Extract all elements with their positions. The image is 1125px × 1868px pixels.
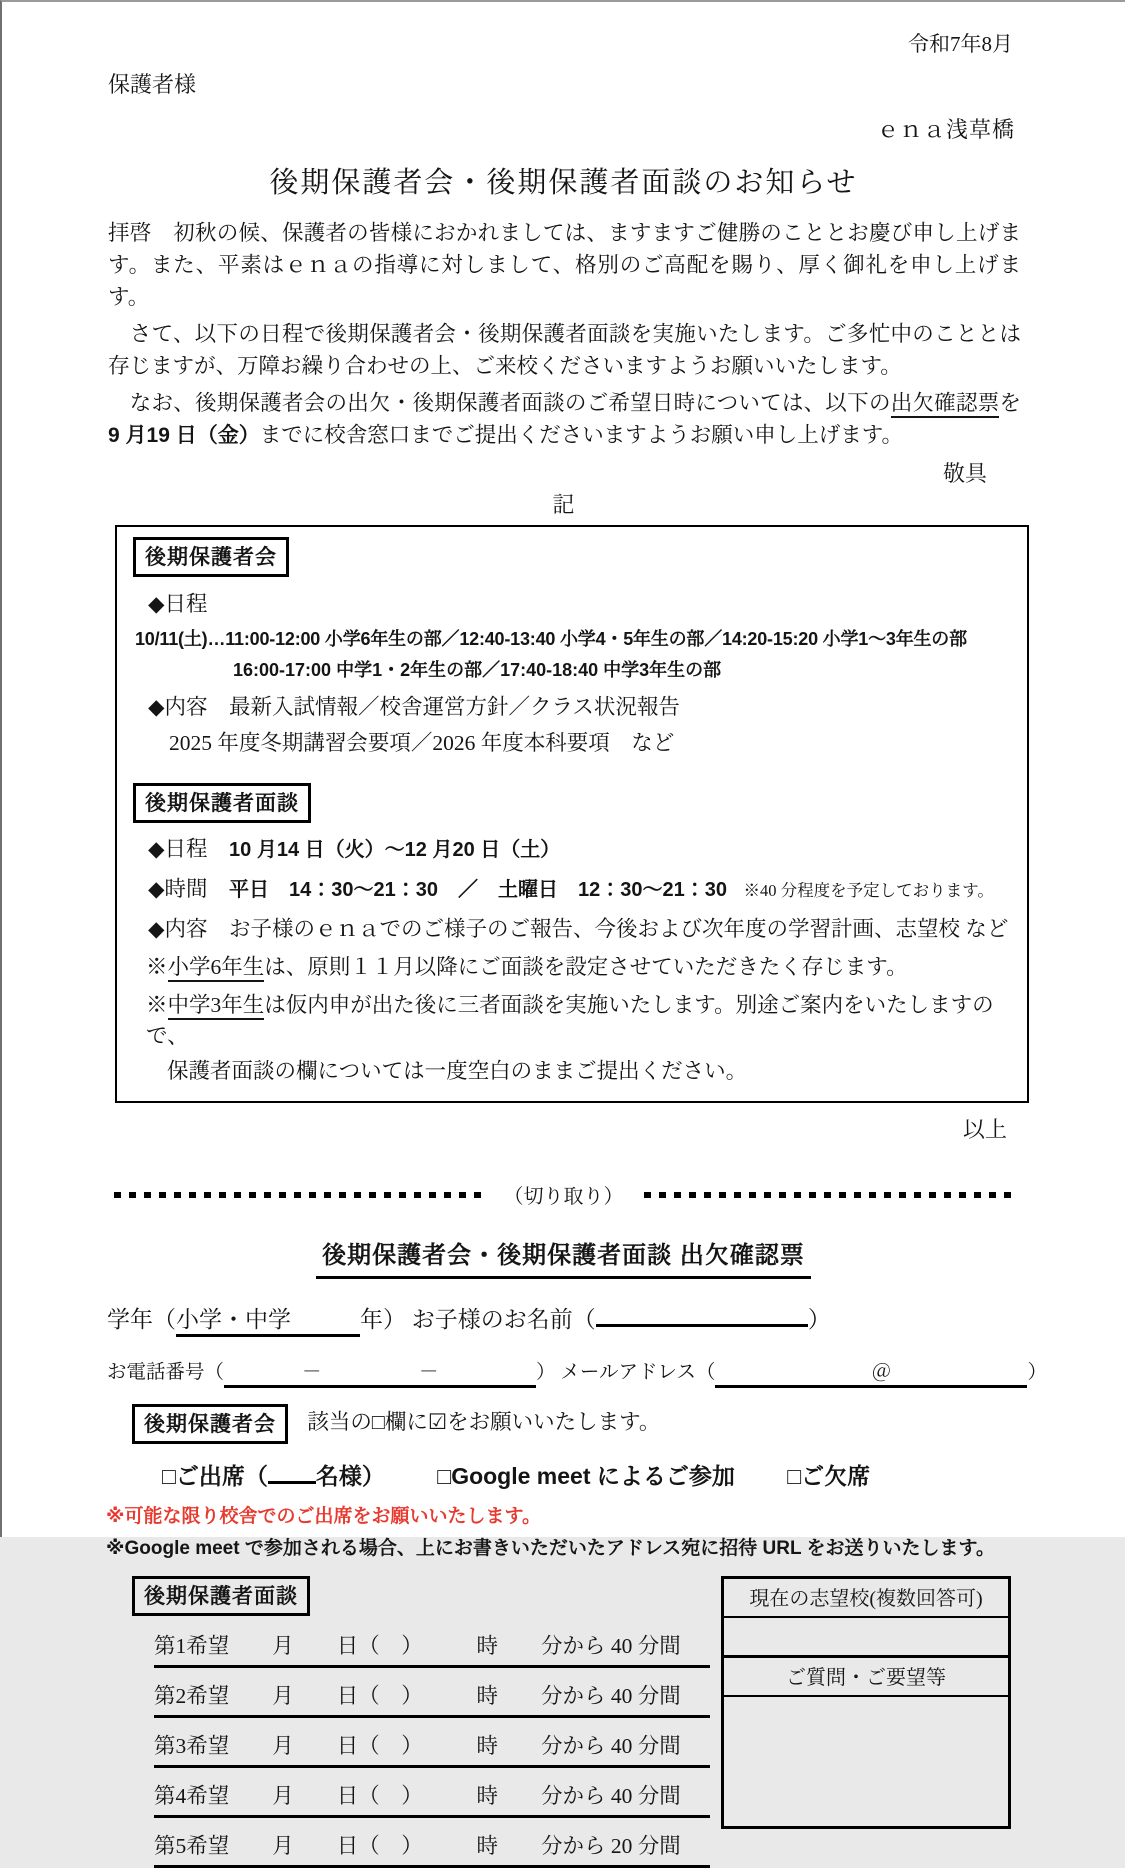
- issue-date: 令和7年8月: [908, 32, 1013, 56]
- closing-ijou: 以上: [962, 1117, 1007, 1142]
- box-spacer: [133, 757, 1015, 783]
- questions-requests-blank-area: [724, 1697, 1008, 1826]
- cut-dashes-right: [644, 1192, 1014, 1198]
- interview-wish-section: [132, 1576, 710, 1868]
- ki-marker: 記: [552, 492, 575, 517]
- salutation: 保護者様: [108, 72, 197, 97]
- cut-here-label: （切り取り）: [503, 1186, 624, 1208]
- interview-schedule-dates: 10 月14 日（火）～12 月20 日（土）: [229, 839, 561, 861]
- phone-number-blank: － －: [224, 1362, 536, 1388]
- paragraph-announcement: さて、以下の日程で後期保護者会・後期保護者面談を実施いたします。ご多忙中のこととは存じますが、万障お繰り合わせの上、ご来校くださいますようお願いいたします。: [108, 322, 1021, 378]
- letter-body: [108, 217, 1021, 452]
- meeting-schedule-line2: 16:00-17:00 中学1・2年生の部／17:40-18:40 中学3年生の部: [233, 660, 722, 680]
- grade-and-name-row: 学年（小学・中学 年） お子様のお名前（ ）: [107, 1301, 1125, 1334]
- interview-wish-rows: [132, 1618, 710, 1868]
- sender-school-name: ｅｎａ浅草橋: [876, 117, 1015, 142]
- interview-schedule-line: ◆日程 10 月14 日（火）～12 月20 日（土）: [148, 837, 561, 861]
- interview-note-continuation: 保護者面談の欄については一度空白のままご提出ください。: [167, 1059, 748, 1083]
- interview-content-line: ◆内容 お子様のｅｎａでのご様子のご報告、今後および次年度の学習計画、志望校 など: [148, 917, 1009, 941]
- wish-row-4: [132, 1768, 710, 1818]
- wish-row-3: [132, 1718, 710, 1768]
- closing-keigu: 敬具: [942, 461, 987, 486]
- checkbox-instruction: 該当の□欄に☑をお願いいたします。: [307, 1409, 661, 1434]
- meeting-section-label: 後期保護者会: [133, 537, 289, 577]
- email-blank: ＠: [715, 1362, 1027, 1388]
- grade9-term: 中学3年生: [168, 993, 265, 1020]
- wish-line-2: 第2希望 月 日（ ） 時 分から 40 分間: [154, 1668, 710, 1718]
- desired-schools-blank-area: [724, 1618, 1008, 1658]
- paragraph-deadline: なお、後期保護者会の出欠・後期保護者面談のご希望日時については、以下の出欠確認票を9 月19 日（金）までに校舎窓口までご提出くださいますようお願い申し上げます。: [108, 391, 1021, 447]
- grade6-term: 小学6年生: [168, 955, 265, 982]
- form-meeting-section-row: [132, 1404, 1125, 1444]
- cut-here-line: [2, 1180, 1125, 1209]
- google-meet-url-note: ※Google meet で参加される場合、上にお書きいただいたアドレス宛に招待 URL をお送りいたします。: [106, 1538, 996, 1559]
- meeting-schedule-line1: 10/11(土)…11:00-12:00 小学6年生の部／12:40-13:40 小学4・5年生の部／14:20-15:20 小学1～3年生の部: [135, 629, 967, 649]
- attendance-preference-note: ※可能な限り校舎でのご出席をお願いいたします。: [106, 1506, 541, 1527]
- attendance-form-title: 後期保護者会・後期保護者面談 出欠確認票: [316, 1235, 811, 1279]
- form-meeting-label: 後期保護者会: [132, 1404, 288, 1444]
- form-interview-label: 後期保護者面談: [132, 1576, 310, 1616]
- deadline-date: 9 月19 日（金）: [108, 424, 260, 447]
- wish-line-4: 第4希望 月 日（ ） 時 分から 40 分間: [154, 1768, 710, 1818]
- questions-requests-header: ご質問・ご要望等: [724, 1658, 1008, 1697]
- meeting-content-line1: ◆内容 最新入試情報／校舎運営方針／クラス状況報告: [148, 695, 680, 719]
- wish-row-1: [132, 1618, 710, 1668]
- interview-time-values: 平日 14：30～21：30 ／ 土曜日 12：30～21：30: [229, 879, 728, 901]
- wish-line-1: 第1希望 月 日（ ） 時 分から 40 分間: [154, 1618, 710, 1668]
- wish-line-3: 第3希望 月 日（ ） 時 分から 40 分間: [154, 1718, 710, 1768]
- interview-note-junior-high: ※中学3年生は仮内申が出た後に三者面談を実施いたします。別途ご案内をいたしますので、: [146, 993, 994, 1048]
- form-bottom-section: [2, 1576, 1125, 1868]
- paragraph-greeting: 拝啓 初秋の候、保護者の皆様におかれましては、ますますご健勝のこととお慶び申し上げます。また、平素はｅｎａの指導に対しまして、格別のご高配を賜り、厚く御礼を申し上げます。: [108, 221, 1021, 309]
- attendance-slip-term: 出欠確認票: [891, 391, 1000, 418]
- wish-line-5: 第5希望 月 日（ ） 時 分から 20 分間: [154, 1818, 710, 1868]
- phone-and-email-row: お電話番号（ － － ） メールアドレス（ ＠ ）: [107, 1356, 1125, 1384]
- interview-section-label: 後期保護者面談: [133, 783, 311, 823]
- document-title: 後期保護者会・後期保護者面談のお知らせ: [269, 167, 858, 199]
- cut-dashes-left: [114, 1192, 484, 1198]
- form-title-row: [2, 1235, 1125, 1279]
- meeting-schedule-heading: ◆日程: [148, 592, 208, 616]
- attendance-options-row: [162, 1458, 1125, 1491]
- option-attend: □ご出席（ 名様）: [162, 1463, 385, 1489]
- side-answer-box: [721, 1576, 1011, 1829]
- grade-type-field: 小学・中学: [176, 1307, 360, 1337]
- child-name-blank: [596, 1301, 808, 1327]
- interview-time-line: ◆時間 平日 14：30～21：30 ／ 土曜日 12：30～21：30 ※40 分程度を予定しております。: [148, 877, 994, 901]
- desired-schools-header: 現在の志望校(複数回答可): [724, 1579, 1008, 1618]
- interview-time-note: ※40 分程度を予定しております。: [727, 881, 994, 900]
- details-box: [115, 525, 1029, 1103]
- option-google-meet: □Google meet によるご参加: [437, 1463, 735, 1489]
- option-absent: □ご欠席: [787, 1463, 871, 1489]
- attendee-count-blank: [268, 1458, 316, 1484]
- interview-note-elementary: ※小学6年生は、原則１１月以降にご面談を設定させていただきたく存じます。: [146, 950, 1015, 981]
- meeting-content-line2: 2025 年度冬期講習会要項／2026 年度本科要項 など: [169, 731, 675, 755]
- wish-row-2: [132, 1668, 710, 1718]
- wish-row-5: [132, 1818, 710, 1868]
